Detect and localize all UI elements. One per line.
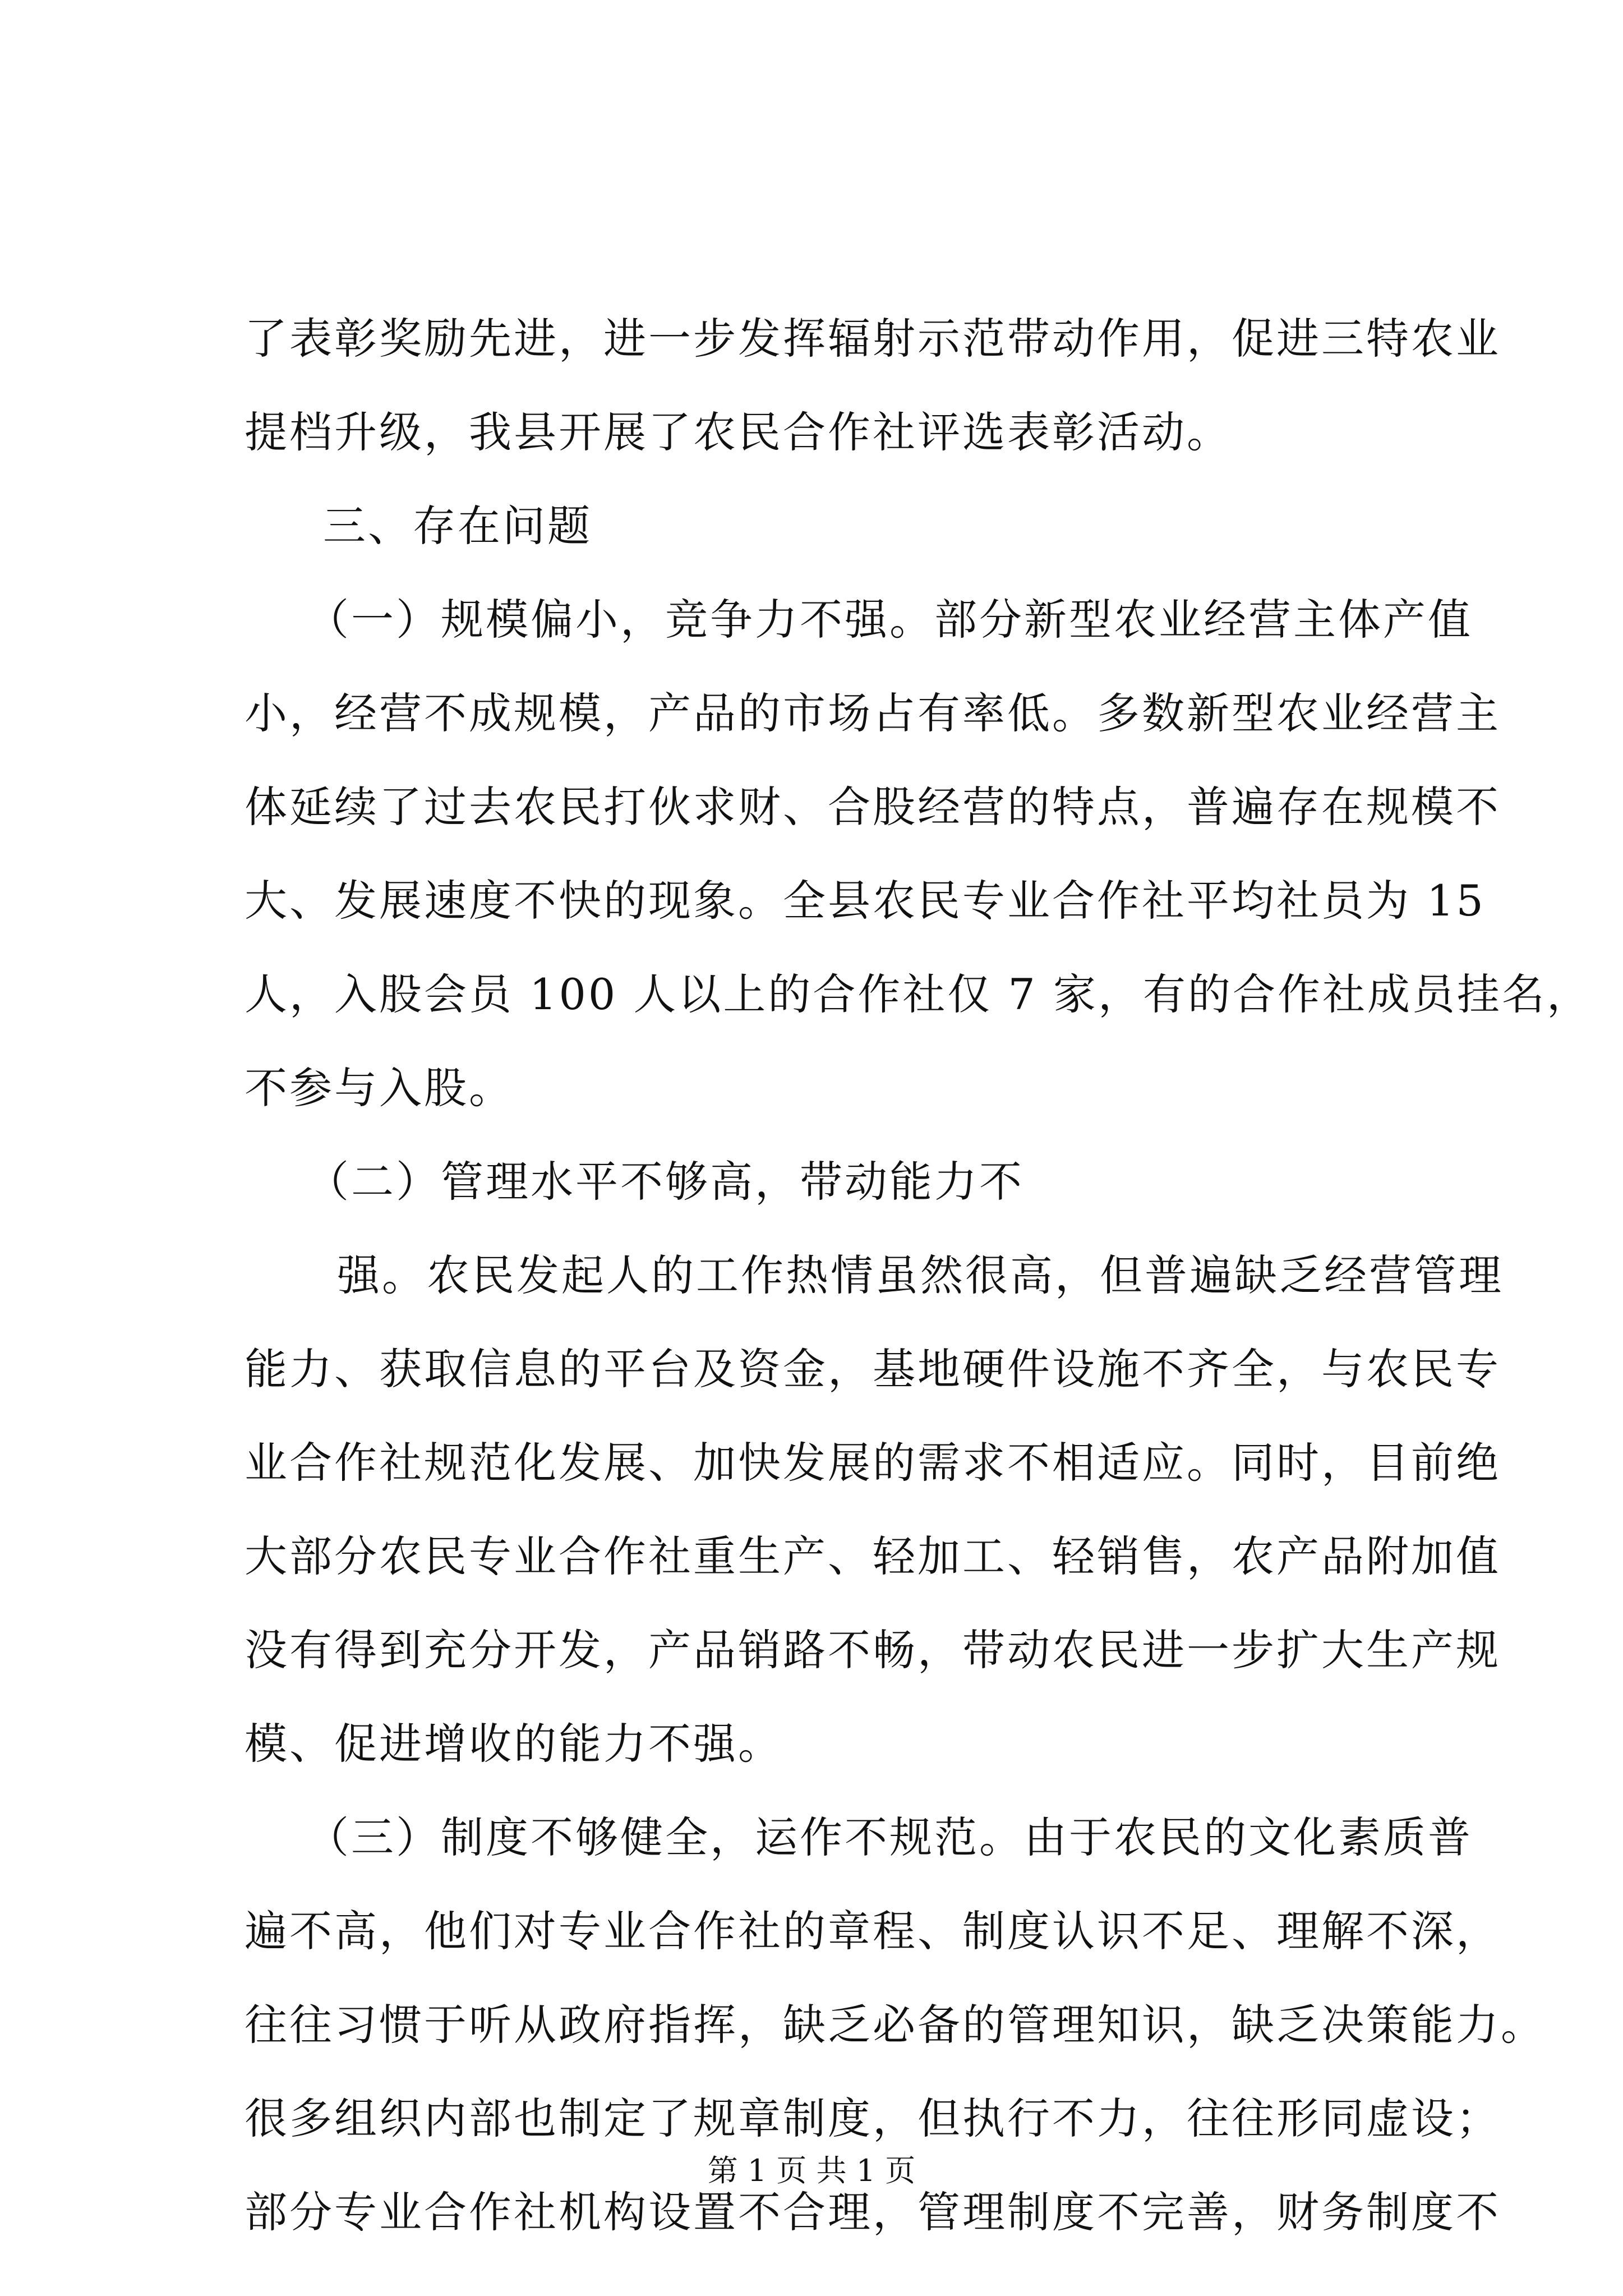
text-line: 往往习惯于听从政府指挥，缺乏必备的管理知识，缺乏决策能力。 [245,2000,1546,2050]
text-line: 没有得到充分开发，产品销路不畅，带动农民进一步扩大生产规 [245,1625,1501,1675]
text-line: 遍不高，他们对专业合作社的章程、制度认识不足、理解不深， [245,1906,1501,1956]
page-number-label: 第 1 页 共 1 页 [707,2153,916,2188]
body-text [245,292,1592,2259]
text-line: 大、发展速度不快的现象。全县农民专业合作社平均社员为 15 [245,876,1486,926]
text-line: （二）管理水平不够高，带动能力不 [306,1157,1024,1207]
page-footer [0,2148,1623,2193]
text-line: 业合作社规范化发展、加快发展的需求不相适应。同时，目前绝 [245,1438,1501,1488]
text-line: 了表彰奖励先进，进一步发挥辐射示范带动作用，促进三特农业 [245,314,1501,364]
text-line: 部分专业合作社机构设置不合理，管理制度不完善，财务制度不 [245,2187,1501,2237]
text-line: （三）制度不够健全，运作不规范。由于农民的文化素质普 [306,1812,1473,1862]
text-line: 体延续了过去农民打伙求财、合股经营的特点，普遍存在规模不 [245,782,1501,832]
text-line: 小，经营不成规模，产品的市场占有率低。多数新型农业经营主 [245,688,1501,738]
text-line: 能力、获取信息的平台及资金，基地硬件设施不齐全，与农民专 [245,1344,1501,1394]
text-line: 不参与入股。 [245,1063,514,1113]
text-line: 人，入股会员 100 人以上的合作社仅 7 家，有的合作社成员挂名， [245,969,1592,1019]
text-line: 强。农民发起人的工作热情虽然很高，但普遍缺乏经营管理 [337,1250,1504,1300]
text-line: 提档升级，我县开展了农民合作社评选表彰活动。 [245,407,1232,457]
text-line: 模、促进增收的能力不强。 [245,1719,783,1769]
text-line: 大部分农民专业合作社重生产、轻加工、轻销售，农产品附加值 [245,1531,1501,1581]
text-line: 很多组织内部也制定了规章制度，但执行不力，往往形同虚设； [245,2093,1501,2143]
text-line: （一）规模偏小，竞争力不强。部分新型农业经营主体产值 [306,595,1473,645]
section-heading: 三、存在问题 [323,501,592,551]
